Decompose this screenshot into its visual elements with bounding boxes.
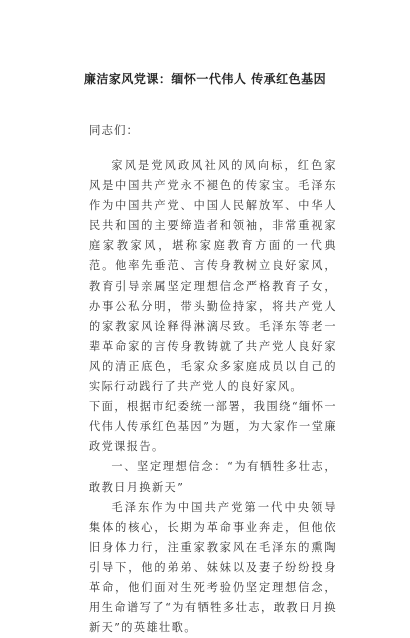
document-body xyxy=(89,156,337,638)
salutation: 同志们： xyxy=(89,123,139,137)
document-title: 廉洁家风党课：缅怀一代伟人 传承红色基因 xyxy=(83,72,327,86)
section-heading-1: 一、坚定理想信念：“为有牺牲多壮志，敢教日月换新天” xyxy=(89,460,337,494)
paragraph-section-1: 毛泽东作为中国共产党第一代中央领导集体的核心，长期为革命事业奔走，但他依旧身体力行，注重家教家风在毛泽东的熏陶引导下，他的弟弟、妹妹以及妻子纷纷投身革命，他们面对生死考验仍坚定理想信念，用生命谱写了“为有牺牲多壮志，敢教日月换新天”的英雄壮歌。 xyxy=(89,500,337,635)
paragraph-purpose: 下面，根据市纪委统一部署，我围绕“缅怀一代伟人传承红色基因”为题，为大家作一堂廉政党课报告。 xyxy=(89,400,337,454)
paragraph-intro: 家风是党风政风社风的风向标，红色家风是中国共产党永不褪色的传家宝。毛泽东作为中国共产党、中国人民解放军、中华人民共和国的主要缔造者和领袖，非常重视家庭家教家风，堪称家庭教育方面的一代典范。他率先垂范、言传身教树立良好家风，教育引导亲属坚定理想信念严格教育子女，办事公私分明，带头勤俭持家，将共产党人的家教家风诠释得淋漓尽致。毛泽东等老一辈革命家的言传身教铸就了共产党人良好家风的清正底色，毛家众多家庭成员以自己的实际行动践行了共产党人的良好家风。 xyxy=(89,159,337,394)
